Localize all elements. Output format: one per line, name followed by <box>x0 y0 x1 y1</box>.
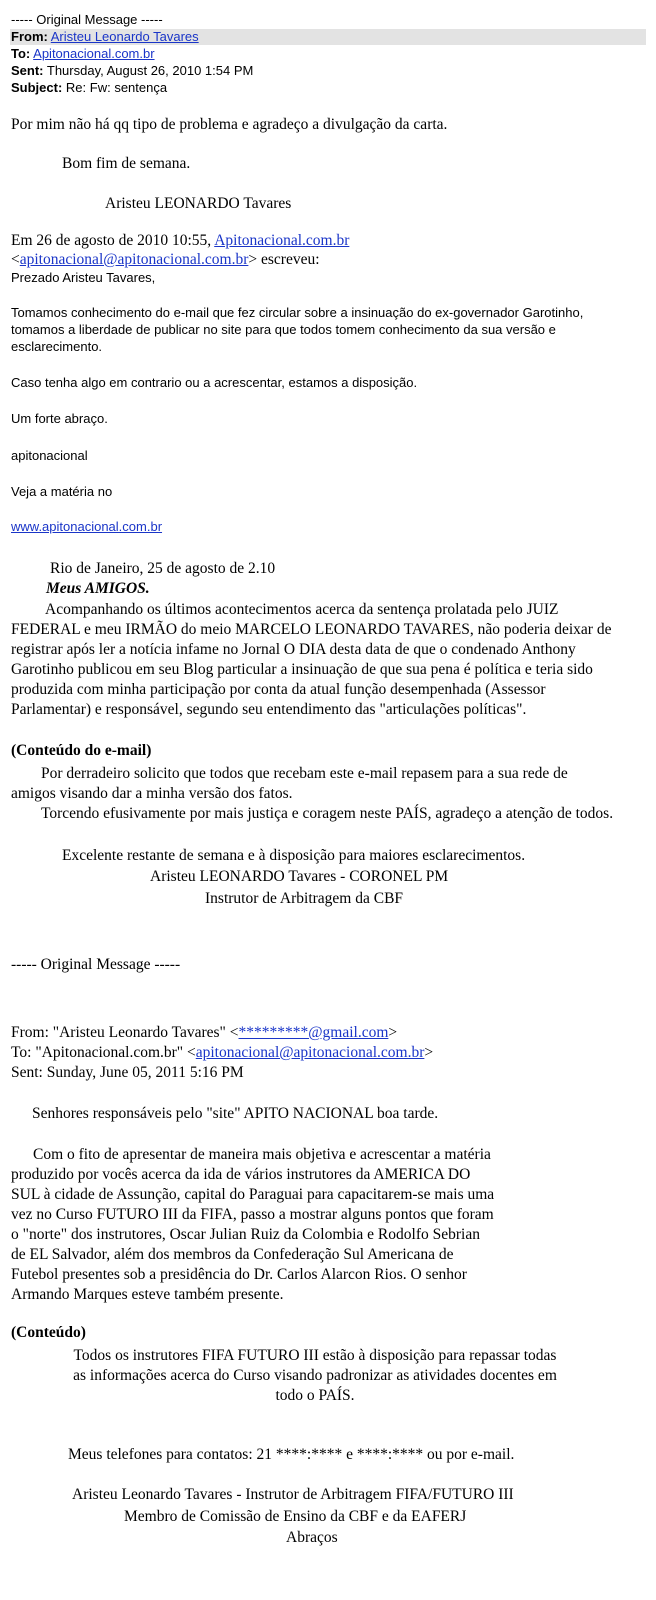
second-separator: ----- Original Message ----- <box>11 956 181 973</box>
reply-signature: Aristeu LEONARDO Tavares <box>105 195 292 212</box>
site-paragraph-1: Tomamos conhecimento do e-mail que fez circular sobre a insinuação do ex-governador Garotinho, tomamos a liberdade de publicar no site para que todos tomem conhecimento da sua versão e esclarecimento. <box>11 305 584 354</box>
site-greeting: Prezado Aristeu Tavares, <box>11 270 156 285</box>
letter-closing: Excelente restante de semana e à disposição para maiores esclarecimentos. <box>62 847 526 864</box>
second-phones: Meus telefones para contatos: 21 ****:**** e ****:**** ou por e-mail. <box>68 1446 515 1463</box>
quoted-header-line1 <box>11 232 349 250</box>
second-from-email-link[interactable]: *********@gmail.com <box>238 1024 389 1041</box>
site-paragraph-2: Caso tenha algo em contrario ou a acrescentar, estamos a disposição. <box>11 375 418 390</box>
second-to-email-link[interactable]: apitonacional@apitonacional.com.br <box>195 1044 425 1061</box>
second-to-suffix: > <box>424 1044 434 1061</box>
letter-signature-2: Instrutor de Arbitragem da CBF <box>205 890 404 907</box>
second-to-prefix: To: "Apitonacional.com.br" < <box>11 1044 196 1061</box>
second-signature-2: Membro de Comissão de Ensino da CBF e da EAFERJ <box>124 1508 467 1525</box>
letter-signature-1: Aristeu LEONARDO Tavares - CORONEL PM <box>150 868 449 885</box>
second-to-row <box>11 1044 433 1062</box>
second-from-prefix: From: "Aristeu Leonardo Tavares" < <box>11 1024 239 1041</box>
site-sign: apitonacional <box>11 448 88 463</box>
to-link[interactable]: Apitonacional.com.br <box>33 46 155 61</box>
quoted-lt: < <box>11 251 20 268</box>
subject-value: Re: Fw: sentença <box>65 80 168 95</box>
site-link[interactable]: www.apitonacional.com.br <box>11 519 163 534</box>
letter-place-date: Rio de Janeiro, 25 de agosto de 2.10 <box>50 560 276 577</box>
quoted-header-line2 <box>11 251 320 269</box>
second-body: Com o fito de apresentar de maneira mais objetiva e acrescentar a matéria produzido por vocês acerca da ida de vários instrutores da AMERICA DO SUL à cidade de Assunção, capital do Paraguai para capacitarem-se mais uma vez no Curso FUTURO III da FIFA, passo a mostrar alguns pontos que foram o "norte" dos instrutores, Oscar Julian Ruiz da Colombia e Rodolfo Sebrian de EL Salvador, além dos membros da Confederação Sul Americana de Futebol presentes sob a presidência do Dr. Carlos Alarcon Rios. O senhor Armando Marques esteve também presente. <box>11 1146 495 1303</box>
sent-row <box>11 63 253 78</box>
quoted-email-link[interactable]: apitonacional@apitonacional.com.br <box>19 251 249 268</box>
reply-line: Por mim não há qq tipo de problema e agradeço a divulgação da carta. <box>11 116 448 133</box>
letter-content-label: (Conteúdo do e-mail) <box>11 742 152 759</box>
second-content-label: (Conteúdo) <box>11 1324 86 1341</box>
quoted-sender-link[interactable]: Apitonacional.com.br <box>214 232 350 249</box>
sent-label: Sent: <box>11 63 44 78</box>
second-sent-row: Sent: Sunday, June 05, 2011 5:16 PM <box>11 1064 244 1081</box>
second-signature-1: Aristeu Leonardo Tavares - Instrutor de Arbitragem FIFA/FUTURO III <box>72 1486 514 1503</box>
second-availability: Todos os instrutores FIFA FUTURO III estão à disposição para repassar todas as informações acerca do Curso visando padronizar as atividades docentes em todo o PAÍS. <box>73 1347 557 1404</box>
reply-closing: Bom fim de semana. <box>62 155 191 172</box>
quoted-suffix: > escreveu: <box>248 251 320 268</box>
from-row <box>11 29 199 44</box>
second-signature-3: Abraços <box>286 1529 338 1546</box>
letter-body-3: Torcendo efusivamente por mais justiça e coragem neste PAÍS, agradeço a atenção de todos. <box>41 805 614 822</box>
letter-salutation: Meus AMIGOS. <box>46 580 150 597</box>
to-row <box>11 46 155 61</box>
site-closing: Um forte abraço. <box>11 411 108 426</box>
second-from-row <box>11 1024 397 1042</box>
sent-value: Thursday, August 26, 2010 1:54 PM <box>46 63 254 78</box>
subject-row <box>11 80 167 95</box>
subject-label: Subject: <box>11 80 63 95</box>
site-see-text: Veja a matéria no <box>11 484 113 499</box>
second-from-suffix: > <box>388 1024 398 1041</box>
to-label: To: <box>11 46 31 61</box>
quoted-prefix: Em 26 de agosto de 2010 10:55, <box>11 232 215 249</box>
letter-body-1: Acompanhando os últimos acontecimentos acerca da sentença prolatada pelo JUIZ FEDERAL e meu IRMÃO do meio MARCELO LEONARDO TAVARES, não poderia deixar de registrar após ler a notícia infame no Jornal O DIA desta data de que o condenado Anthony Garotinho publicou em seu Blog particular a insinuação de que sua pena é política e teria sido produzida com minha participação por conta da atual função desempenhada (Assessor Parlamentar) e responsável, segundo seu entendimento das "articulações políticas". <box>11 601 612 718</box>
letter-body-2: Por derradeiro solicito que todos que recebam este e-mail repasem para a sua rede de amigos visando dar a minha versão dos fatos. <box>11 765 568 802</box>
from-label: From: <box>11 29 48 44</box>
site-link-row <box>11 519 162 534</box>
second-greeting: Senhores responsáveis pelo "site" APITO NACIONAL boa tarde. <box>32 1105 439 1122</box>
from-link[interactable]: Aristeu Leonardo Tavares <box>50 29 199 44</box>
original-message-separator: ----- Original Message ----- <box>11 12 163 27</box>
